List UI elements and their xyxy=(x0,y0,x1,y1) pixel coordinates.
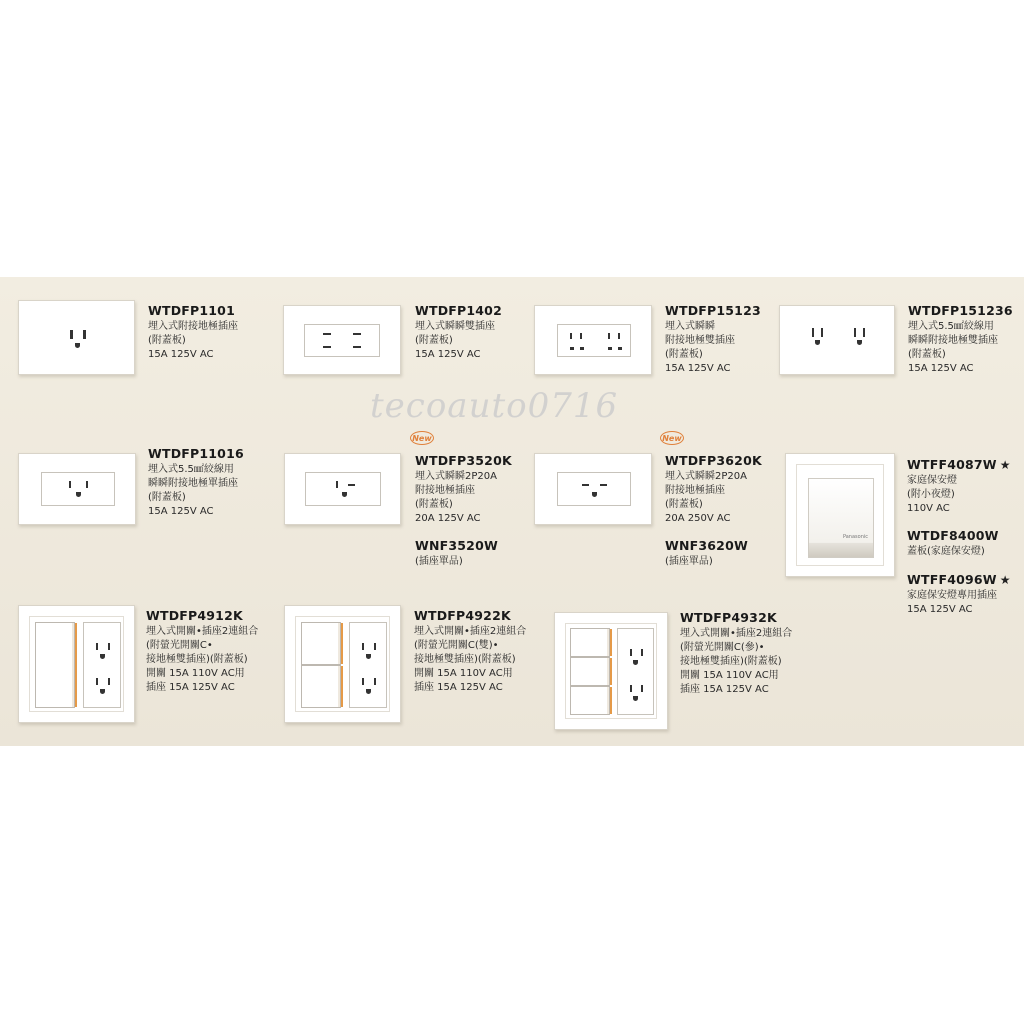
brand-logo: Panasonic xyxy=(842,534,868,540)
product-info-wtdfp3620k: WTDFP3620K 埋入式瞬瞬2P20A 附接地極插座 (附蓋板) 20A 250V AC xyxy=(665,453,762,524)
product-info-wtff4096w: WTFF4096W ★ 家庭保安燈專用插座 15A 125V AC xyxy=(907,572,1011,615)
star-icon: ★ xyxy=(999,458,1011,472)
product-image-wtdfp4912k xyxy=(18,605,135,723)
product-image-wtdfp3620k xyxy=(534,453,652,525)
new-badge: New xyxy=(410,431,434,445)
product-image-wtdfp151236 xyxy=(779,305,895,375)
product-info-wtdfp4932k: WTDFP4932K 埋入式開關•插座2連組合 (附螢光開關C(參)• 接地極雙插座)(附蓋板) 開關 15A 110V AC用 插座 15A 125V AC xyxy=(680,610,793,695)
outlet-module xyxy=(305,472,381,506)
product-info-wtdfp4922k: WTDFP4922K 埋入式開關•插座2連組合 (附螢光開關C(雙)• 接地極雙插座)(附蓋板) 開關 15A 110V AC用 插座 15A 125V AC xyxy=(414,608,527,693)
switch-rocker-bottom xyxy=(301,665,341,708)
product-image-wtdfp15123 xyxy=(534,305,652,375)
outlet-module xyxy=(83,622,121,708)
light-module xyxy=(808,478,874,558)
outlet-module xyxy=(557,472,631,506)
product-image-wtdfp1101 xyxy=(18,300,135,375)
outlet-module xyxy=(617,628,654,715)
product-image-wtdfp1402 xyxy=(283,305,401,375)
product-info-wnf3620w: WNF3620W (插座單品) xyxy=(665,538,748,567)
product-info-wtdfp15123: WTDFP15123 埋入式瞬瞬 附接地極雙插座 (附蓋板) 15A 125V AC xyxy=(665,303,761,374)
outlet-module xyxy=(349,622,387,708)
product-code: WTDFP1101 xyxy=(148,303,235,318)
product-info-wtdfp11016: WTDFP11016 埋入式5.5㎟絞線用 瞬瞬附接地極單插座 (附蓋板) 15A 125V AC xyxy=(148,446,244,517)
switch-rocker-top xyxy=(570,628,610,657)
switch-rocker-top xyxy=(301,622,341,665)
product-info-wtdf8400w: WTDF8400W 蓋板(家庭保安燈) xyxy=(907,528,999,557)
product-image-wtff4087w xyxy=(785,453,895,577)
new-badge: New xyxy=(660,431,684,445)
product-info-wtdfp1402: WTDFP1402 埋入式瞬瞬雙插座 (附蓋板) 15A 125V AC xyxy=(415,303,502,360)
outlet-face xyxy=(808,326,870,356)
product-image-wtdfp4922k xyxy=(284,605,401,723)
product-info-wtdfp3520k: WTDFP3520K 埋入式瞬瞬2P20A 附接地極插座 (附蓋板) 20A 125V AC xyxy=(415,453,512,524)
product-image-wtdfp4932k xyxy=(554,612,668,730)
product-image-wtdfp11016 xyxy=(18,453,136,525)
watermark: tecoauto0716 xyxy=(370,386,619,426)
star-icon: ★ xyxy=(999,573,1011,587)
product-image-wtdfp3520k xyxy=(284,453,401,525)
switch-rocker xyxy=(35,622,75,708)
product-info-wtff4087w: WTFF4087W ★ 家庭保安燈 (附小夜燈) 110V AC xyxy=(907,457,1011,514)
product-info-wtdfp1101: WTDFP1101 埋入式附接地極插座 (附蓋板) 15A 125V AC xyxy=(148,303,238,360)
outlet-face xyxy=(67,325,89,351)
switch-rocker-middle xyxy=(570,657,610,686)
product-info-wtdfp151236: WTDFP151236 埋入式5.5㎟絞線用 瞬瞬附接地極雙插座 (附蓋板) 15A 125V AC xyxy=(908,303,1013,374)
outlet-module xyxy=(41,472,115,506)
outlet-module xyxy=(304,324,380,357)
outlet-module xyxy=(557,324,631,357)
switch-rocker-bottom xyxy=(570,686,610,715)
product-info-wtdfp4912k: WTDFP4912K 埋入式開關•插座2連組合 (附螢光開關C• 接地極雙插座)(附蓋板) 開關 15A 110V AC用 插座 15A 125V AC xyxy=(146,608,259,693)
product-info-wnf3520w: WNF3520W (插座單品) xyxy=(415,538,498,567)
